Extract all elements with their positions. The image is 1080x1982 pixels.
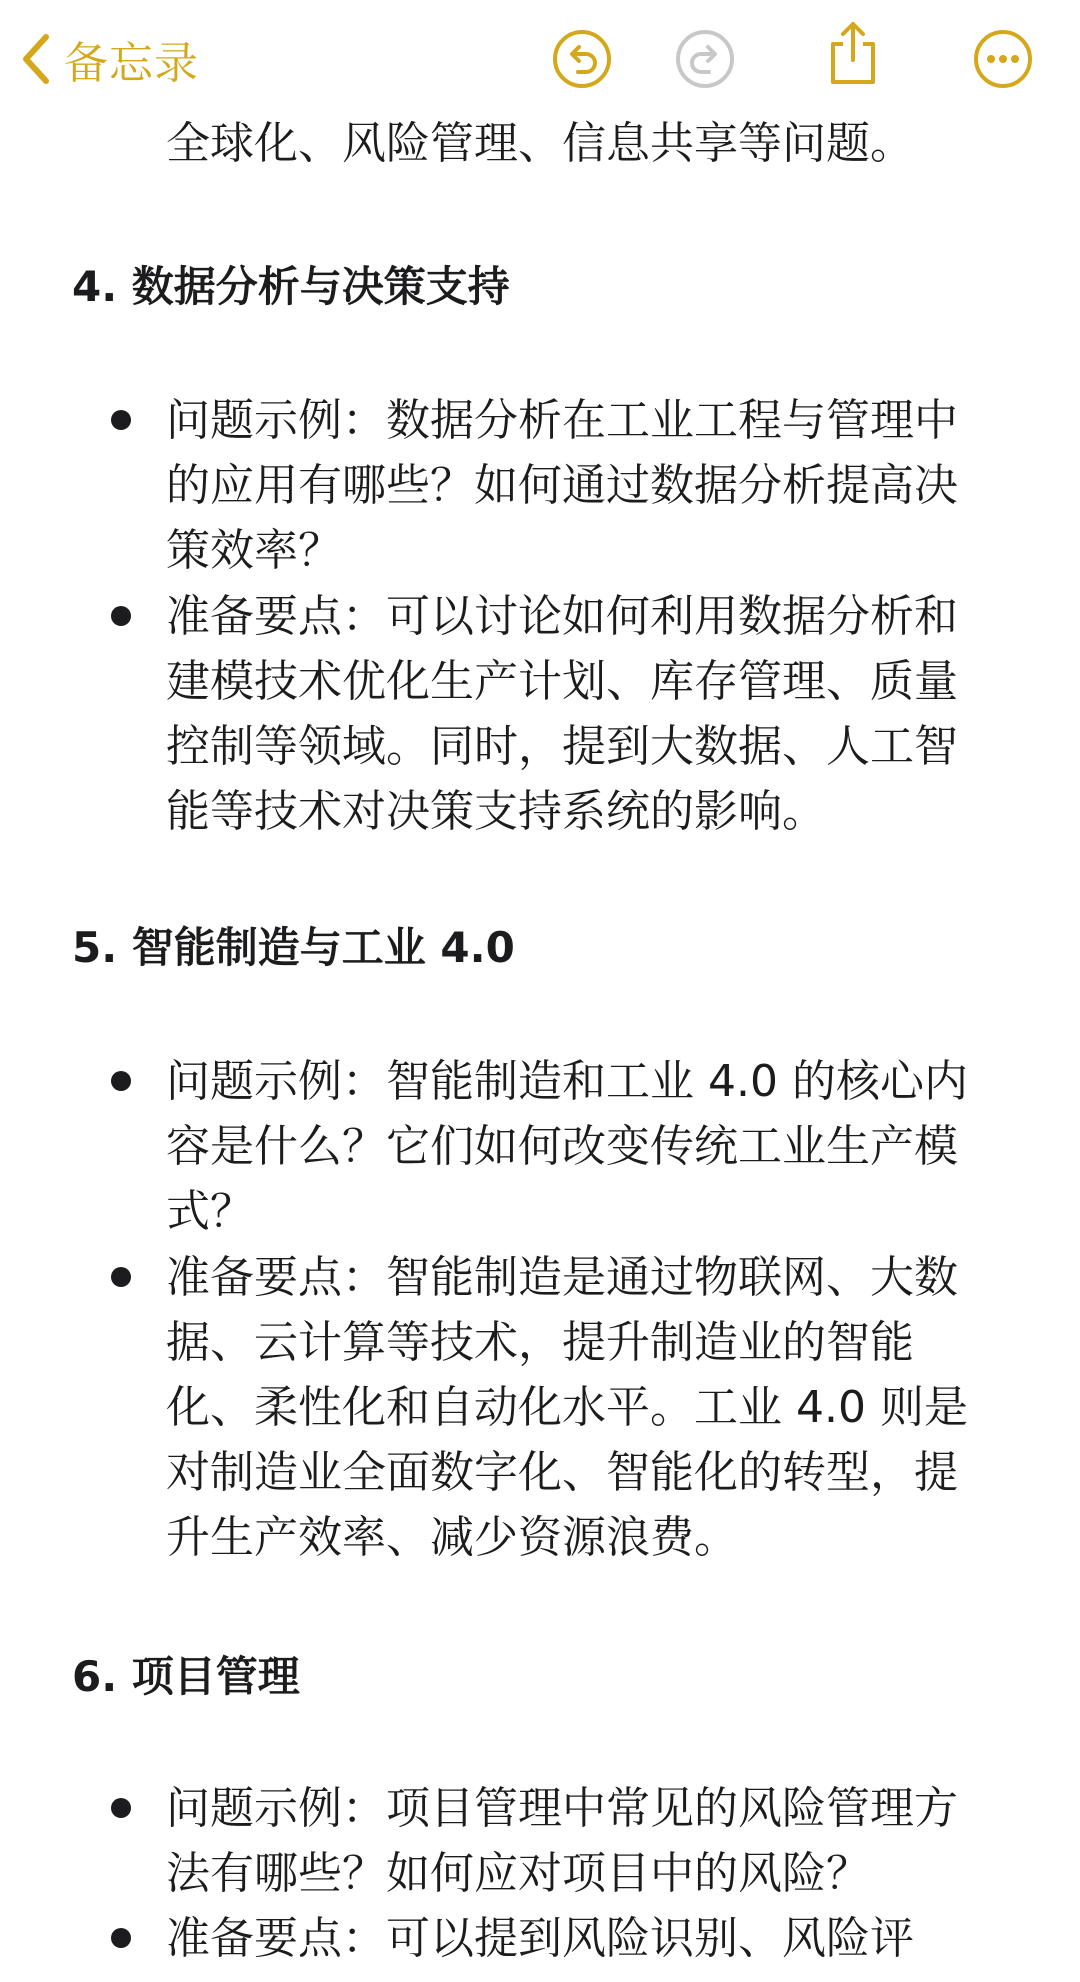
more-icon (972, 28, 1034, 90)
bullet-dot (111, 1267, 131, 1287)
redo-button[interactable] (670, 24, 740, 94)
more-button[interactable] (968, 24, 1038, 94)
list-item-text: 问题示例：项目管理中常见的风险管理方法有哪些？如何应对项目中的风险？ (166, 1783, 958, 1899)
share-button[interactable] (818, 18, 888, 88)
list-item-text: 准备要点：智能制造是通过物联网、大数据、云计算等技术，提升制造业的智能化、柔性化和自动化水平。工业 4.0 则是对制造业全面数字化、智能化的转型，提升生产效率、减少资源浪费。 (166, 1252, 968, 1563)
undo-button[interactable] (547, 24, 617, 94)
bullet-dot (111, 1928, 131, 1948)
bullet-dot (111, 410, 131, 430)
redo-icon (674, 28, 736, 90)
chevron-left-icon (18, 31, 52, 87)
section-heading: 4. 数据分析与决策支持 (72, 262, 510, 311)
bullet-dot (111, 1071, 131, 1091)
top-navigation-bar (0, 0, 1080, 118)
note-text-line: 全球化、风险管理、信息共享等问题。 (166, 118, 914, 169)
back-button[interactable] (18, 24, 199, 94)
list-item-text: 准备要点：可以提到风险识别、风险评 (166, 1913, 914, 1964)
undo-icon (551, 28, 613, 90)
section-heading: 6. 项目管理 (72, 1652, 300, 1701)
list-item-text: 问题示例：智能制造和工业 4.0 的核心内容是什么？它们如何改变传统工业生产模式？ (166, 1056, 968, 1237)
list-item-text: 准备要点：可以讨论如何利用数据分析和建模技术优化生产计划、库存管理、质量控制等领域。同时，提到大数据、人工智能等技术对决策支持系统的影响。 (166, 591, 958, 837)
list-item-text: 问题示例：数据分析在工业工程与管理中的应用有哪些？如何通过数据分析提高决策效率？ (166, 395, 958, 576)
share-icon (825, 18, 881, 88)
bullet-dot (111, 1798, 131, 1818)
bullet-dot (111, 606, 131, 626)
back-button-label: 备忘录 (64, 38, 199, 89)
section-heading: 5. 智能制造与工业 4.0 (72, 923, 515, 972)
